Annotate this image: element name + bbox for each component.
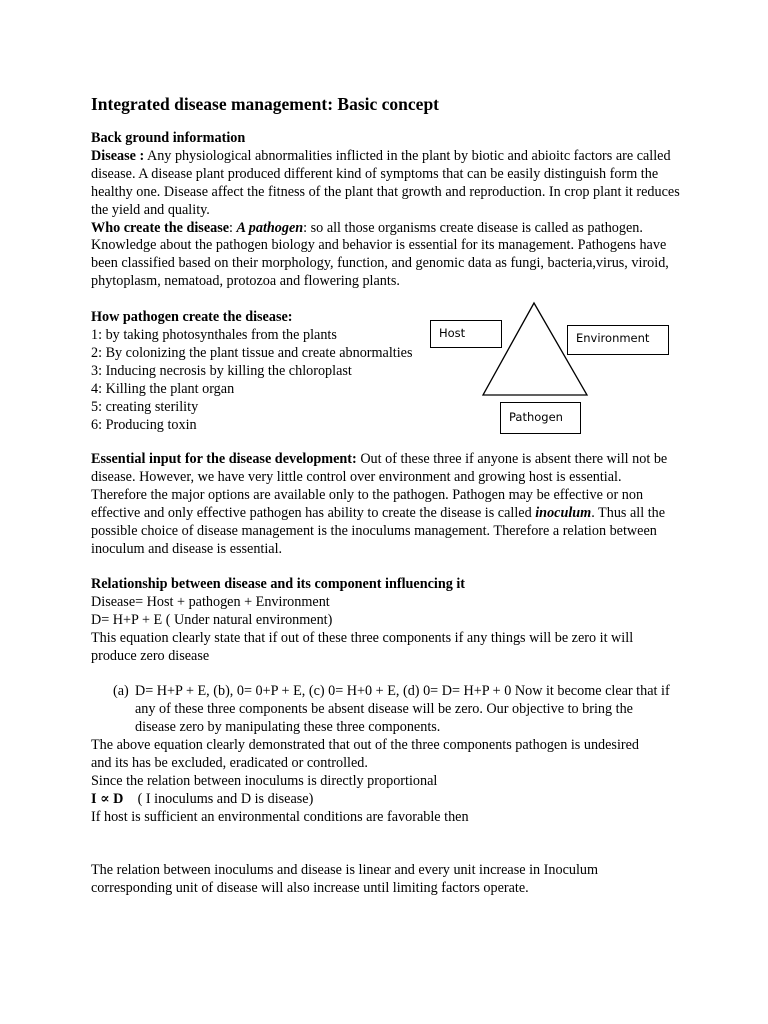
- disease-text: Any physiological abnormalities inflicted in the plant by biotic and abioitc factors are called disease. A disease plant produced different kind of symptoms that can be easily distinguish form the healthy one. Disease affect the fitness of the plant that growth and reproduction. In crop plant it reduces the yield and quality.: [91, 147, 680, 218]
- conclusion-line-3: If host is sufficient an environmental conditions are favorable then: [91, 808, 469, 825]
- list-item: 2: By colonizing the plant tissue and create abnormalties: [91, 344, 413, 361]
- proportionality-symbol: I ∝ D: [91, 790, 124, 807]
- conclusion-line-2: Since the relation between inoculums is directly proportional: [91, 772, 438, 789]
- page-title: Integrated disease management: Basic concept: [91, 94, 440, 114]
- list-item: 1: by taking photosynthales from the plants: [91, 327, 337, 343]
- equation-explanation: This equation clearly state that if out of these three components if any things will be zero it will produce zero disease: [91, 629, 634, 664]
- background-heading: Back ground information: [91, 130, 246, 146]
- essential-text-2: . Thus all the possible choice of disease management is the inoculums management. Therefore a relation between inoculum and disease is essential.: [91, 504, 666, 557]
- list-item: 6: Producing toxin: [91, 416, 197, 433]
- knowledge-paragraph: Knowledge about the pathogen biology and behavior is essential for its management. Pathogens have been classified based on their morphology, function, and genomic data as fungi, bacteria,virus, viroid, phytoplasm, nematoad, protozoa and flowering plants.: [91, 237, 669, 290]
- conclusion-section: [91, 737, 651, 827]
- essential-label: Essential input for the disease development:: [91, 451, 357, 467]
- host-box: Host: [430, 320, 502, 348]
- item-a-label: (a): [113, 683, 129, 699]
- item-a-text: D= H+P + E, (b), 0= 0+P + E, (c) 0= H+0 + E, (d) 0= D= H+P + 0 Now it become clear that if any of these three components be absent disease will be zero. Our objective to bring the disease zero by manipulating these three components.: [135, 683, 670, 735]
- essential-text-1: Out of these three if anyone is absent there will not be disease. However, we have very little control over environment and growing host is essential. Therefore the major options are available only to the pathogen. Pathogen may be effective or non effective and only effective pathogen has ability to create the disease is called: [91, 451, 668, 521]
- who-sep: :: [229, 219, 237, 236]
- equation-line-2: D= H+P + E ( Under natural environment): [91, 611, 333, 628]
- who-italic: A pathogen: [236, 219, 304, 236]
- final-paragraph: The relation between inoculums and disease is linear and every unit increase in Inoculum corresponding unit of disease will also increase until limiting factors operate.: [91, 862, 599, 896]
- equation-line-1: Disease= Host + pathogen + Environment: [91, 593, 330, 610]
- list-item: 5: creating sterility: [91, 398, 199, 415]
- list-item: 3: Inducing necrosis by killing the chloroplast: [91, 362, 352, 379]
- proportionality-line: [91, 791, 651, 809]
- disease-label: Disease :: [91, 147, 145, 164]
- environment-box: Environment: [567, 325, 669, 355]
- who-label: Who create the disease: [91, 219, 230, 236]
- item-a: [113, 683, 673, 737]
- list-item: 4: Killing the plant organ: [91, 380, 235, 397]
- conclusion-line-1: The above equation clearly demonstrated that out of the three components pathogen is undesired and its has be excluded, eradicated or controlled.: [91, 737, 640, 771]
- inoculum-term: inoculum: [535, 504, 592, 521]
- relationship-heading: Relationship between disease and its component influencing it: [91, 576, 466, 592]
- proportionality-text: ( I inoculums and D is disease): [123, 790, 314, 807]
- relationship-section: [91, 576, 681, 666]
- how-heading: How pathogen create the disease:: [91, 309, 293, 325]
- who-text: : so all those organisms create disease is called as pathogen.: [303, 219, 643, 236]
- pathogen-box: Pathogen: [500, 402, 581, 434]
- essential-input-paragraph: [91, 451, 675, 558]
